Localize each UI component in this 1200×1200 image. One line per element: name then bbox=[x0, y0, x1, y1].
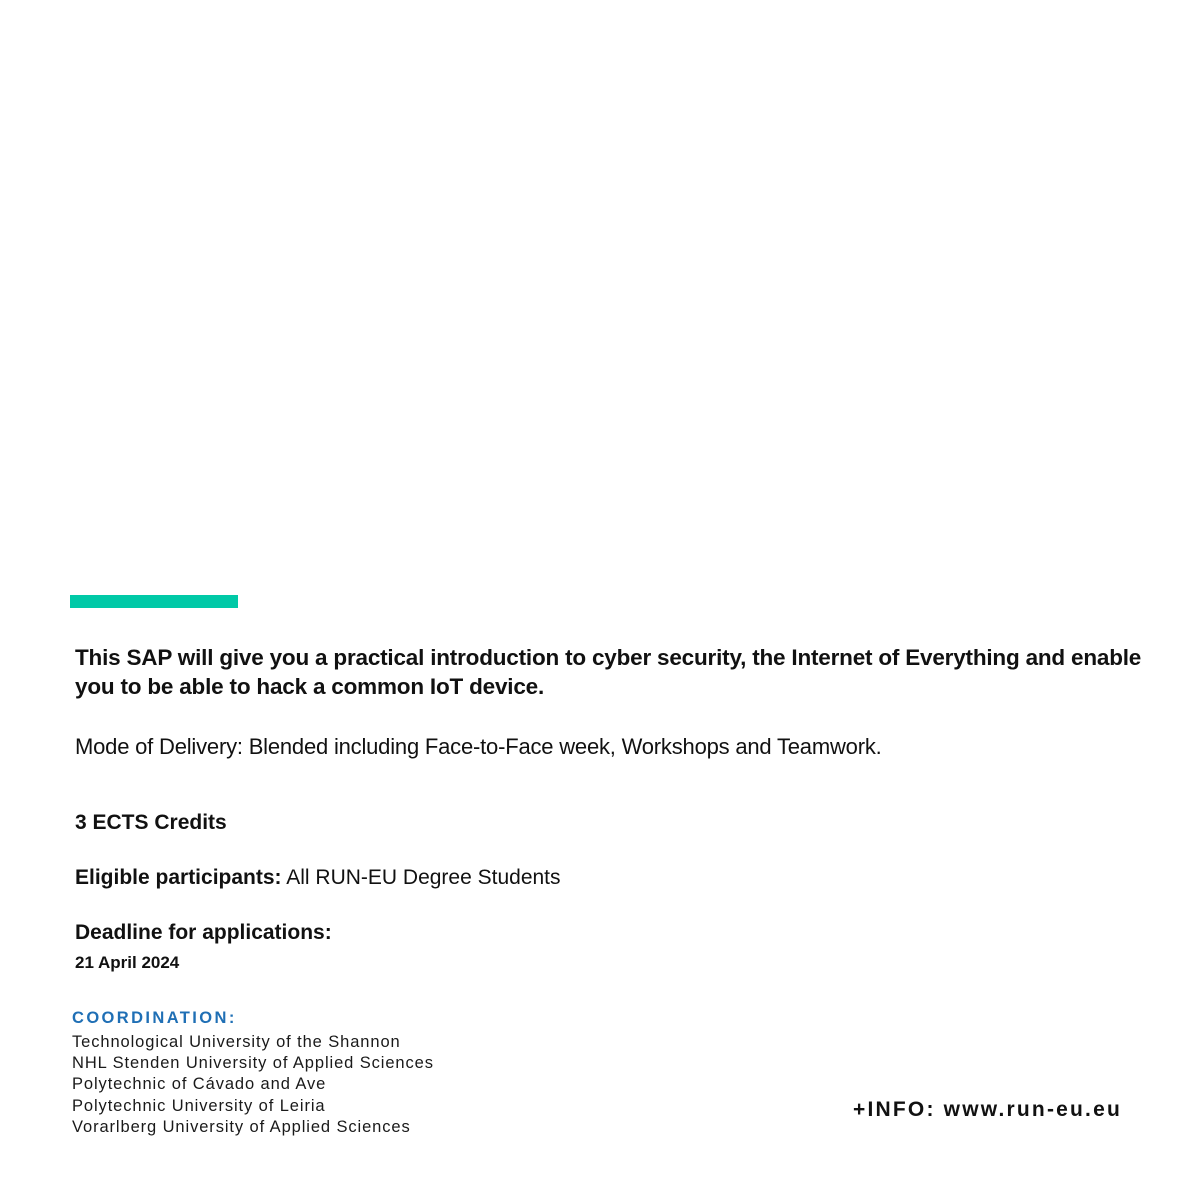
coordination-list bbox=[72, 1032, 434, 1138]
deadline-date: 21 April 2024 bbox=[75, 953, 180, 972]
coordination-title: COORDINATION: bbox=[72, 1009, 237, 1027]
list-item: Polytechnic University of Leiria bbox=[72, 1096, 326, 1115]
deadline-label: Deadline for applications: bbox=[75, 921, 332, 944]
ects-credits: 3 ECTS Credits bbox=[75, 811, 227, 834]
list-item: Polytechnic of Cávado and Ave bbox=[72, 1075, 327, 1094]
eligible-label: Eligible participants: bbox=[75, 866, 282, 889]
list-item: Technological University of the Shannon bbox=[72, 1033, 401, 1051]
list-item: Vorarlberg University of Applied Sciences bbox=[72, 1117, 411, 1136]
mode-of-delivery: Mode of Delivery: Blended including Face-to-Face week, Workshops and Teamwork. bbox=[75, 734, 882, 759]
eligible-participants bbox=[75, 864, 561, 892]
intro-text: This SAP will give you a practical introduction to cyber security, the Internet of Everything and enable you to be able to hack a common IoT device. bbox=[75, 645, 1142, 699]
list-item: NHL Stenden University of Applied Sciences bbox=[72, 1054, 434, 1073]
accent-bar bbox=[70, 595, 238, 608]
eligible-value: All RUN-EU Degree Students bbox=[286, 866, 561, 889]
info-link[interactable]: +INFO: www.run-eu.eu bbox=[853, 1098, 1122, 1121]
